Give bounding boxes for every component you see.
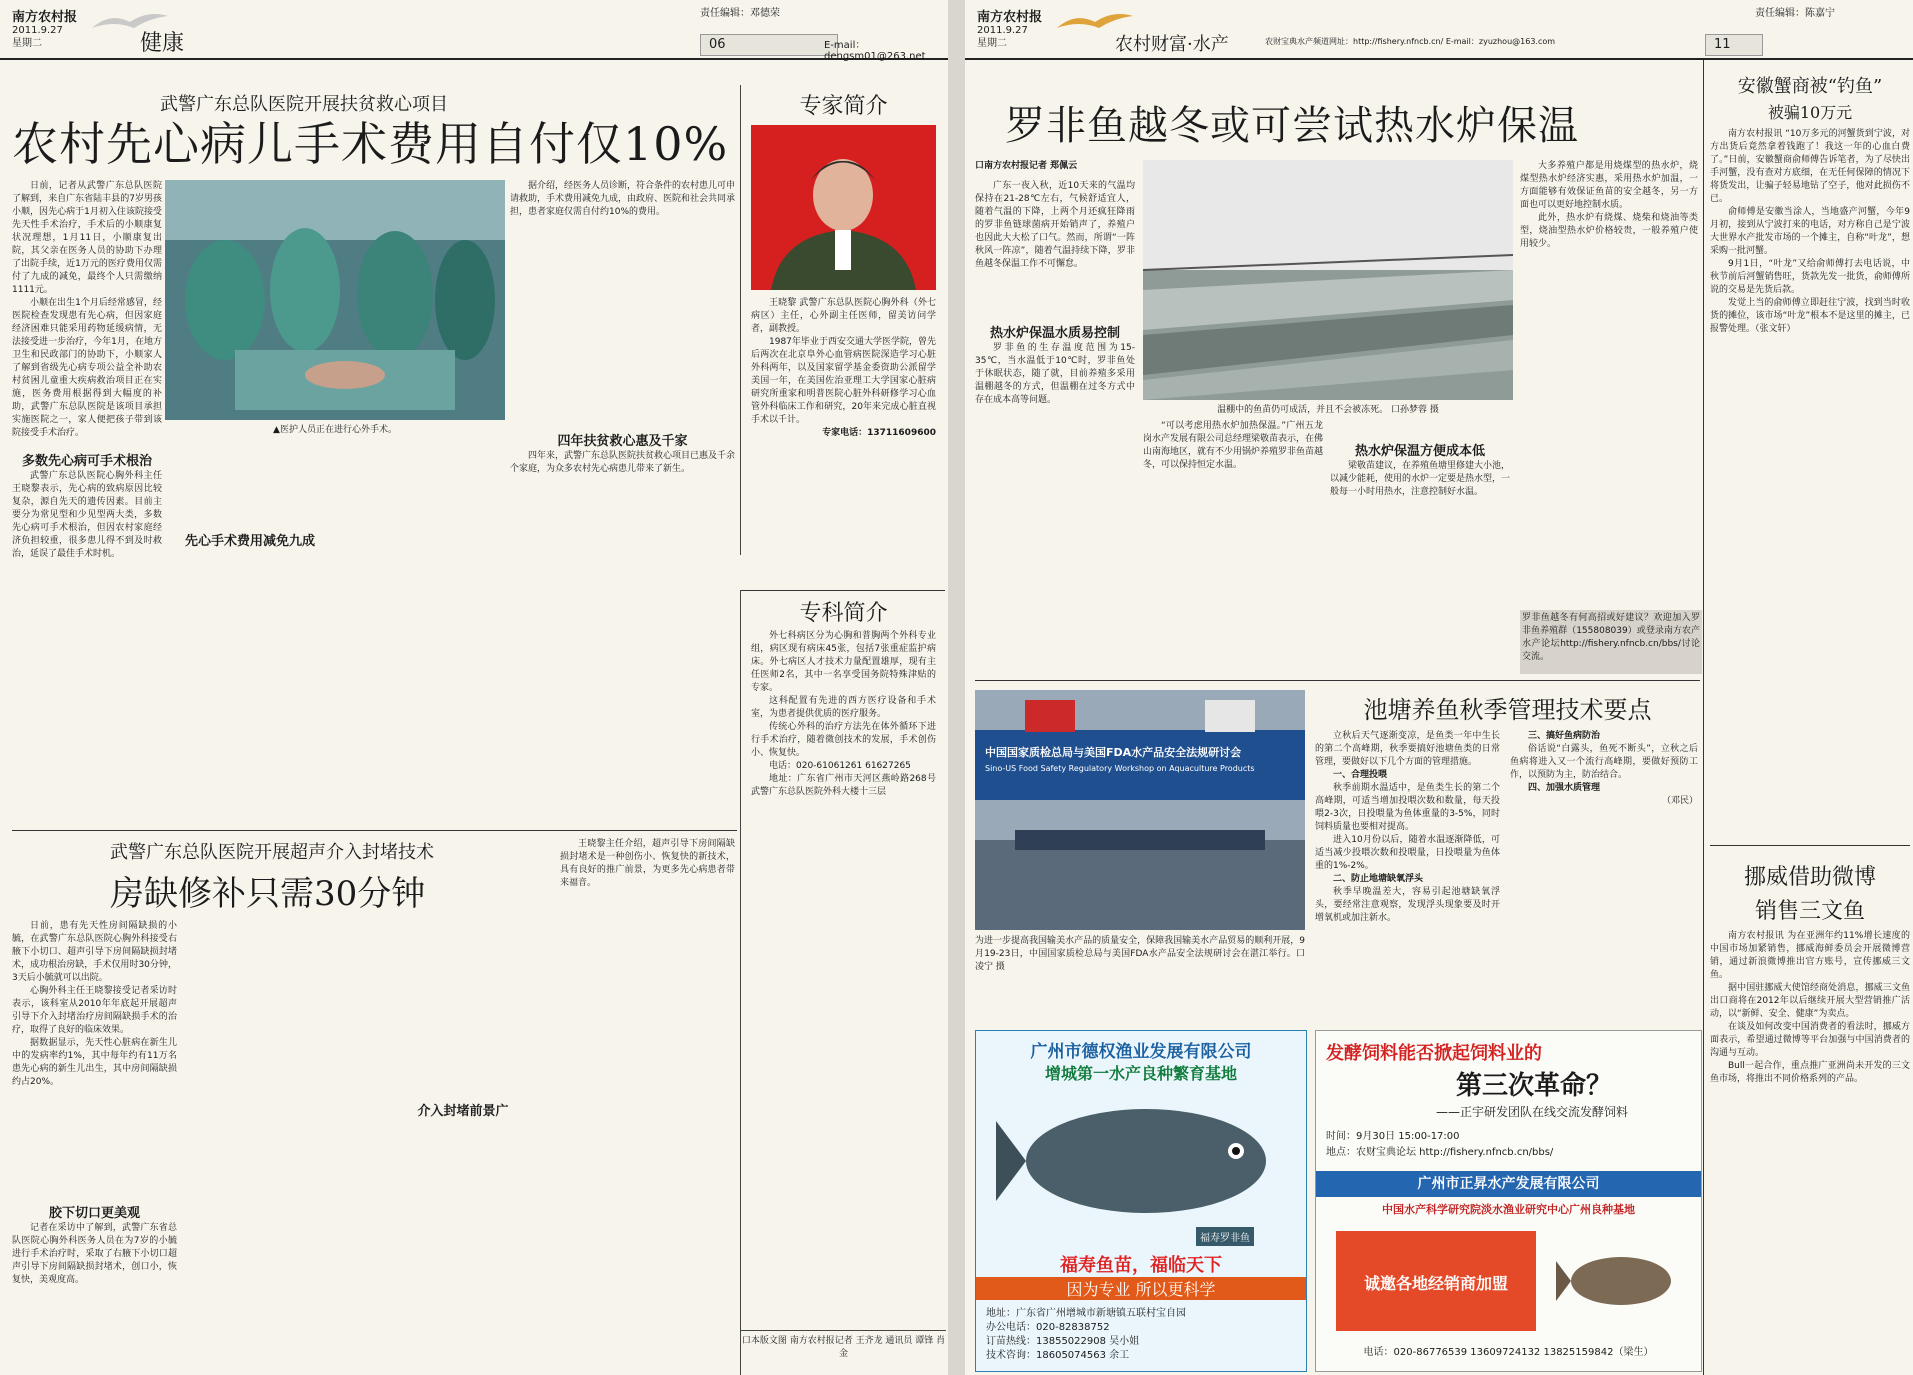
- fish-icon: [1556, 1241, 1686, 1321]
- ad2-promo: 诚邀各地经销商加盟: [1336, 1231, 1536, 1331]
- ad2-place: 地点：农财宝典论坛 http://fishery.nfncb.cn/bbs/: [1326, 1147, 1554, 1158]
- crab-article-title: 安徽蟹商被“钓鱼”: [1737, 76, 1883, 97]
- fish-discussion-box: 罗非鱼越冬有何高招或好建议？欢迎加入罗非鱼养殖群（155808039）或登录南方农产水产论坛http://fishery.nfncb.cn/bbs/讨论交流。: [1520, 610, 1702, 674]
- article2-column-1: 日前，患有先天性房间隔缺损的小毓，在武警广东总队医院心胸外科接受右腋下小切口、超声引导下房间隔缺损封堵术，成功根治房缺，手术仅用时30分钟，3天后小毓就可以出院。 心胸外科主任王晓黎接受记者采访时表示，该科室从2010年年底起开展超声引导下介入封堵治疗房间隔缺损手术的治疗，取得了良好的临床效果。 据数据显示，先天性心脏病在新生儿中的发病率约1%，其中每年约有11万名患先心病的新生儿出生，其中房间隔缺损约占20%。: [12, 921, 177, 1087]
- fish-subhead-1: 热水炉保温水质易控制: [989, 326, 1120, 341]
- ad2-tel: 电话：020-86776539 13609724132 13825159842（梁生）: [1363, 1347, 1654, 1358]
- ad1-contact: 地址：广东省广州增城市新塘镇五联村宝自园 办公电话：020-82838752 订苗热线：13855022908 吴小姐 技术咨询：18605074563 余工: [986, 1308, 1186, 1361]
- issue-date: 2011.9.27 星期二: [12, 25, 63, 49]
- expert-bio: 王晓黎 武警广东总队医院心胸外科（外七病区）主任，心外副主任医师，留美访问学者，副教授。 1987年毕业于西安交通大学医学院，曾先后两次在北京阜外心血管病医院深造学习心脏外科两年，以及国家留学基金委资助公派留学美国一年，在美国佐治亚理工大学国家心脏病研究所重家和明普医院心脏外科研修学习心血管外科临床工作和研究，20年来完成心脏直视手术以千计。 专家电话：13711609600: [751, 298, 936, 438]
- side-column-rule: [1703, 60, 1704, 1375]
- article2-title: 房缺修补只需30分钟: [110, 874, 426, 914]
- norway-article-title: 挪威借助微博: [1743, 865, 1876, 890]
- editor-email: E-mail：dengsm01@263.net: [824, 40, 926, 62]
- article1-column-3: [338, 440, 503, 820]
- ad2-sub: ——正宇研发团队在线交流发酵饲料: [1436, 1105, 1629, 1119]
- expert-box-title: 专家简介: [799, 94, 888, 119]
- right-newspaper-page: [965, 0, 1913, 1375]
- fish-subhead-2: 热水炉保温方便成本低: [1354, 444, 1485, 459]
- article2-column-2: [185, 920, 365, 1370]
- pond-column-1: 立秋后天气逐渐变凉，是鱼类一年中生长的第二个高峰期，秋季要搞好池塘鱼类的日常管理，要做好以下几个方面的管理措施。 一、合理投喂 秋季前期水温适中，是鱼类生长的第二个高峰期，可适当增加投喂次数和数量，每天投喂2-3次，日投喂量为鱼体重量的3-5%，同时饲料质量也要相对提高。 进入10月份以后，随着水温逐渐降低，可适当减少投喂次数和投喂量，日投喂量为鱼体重的1%-2%。 二、防止地塘缺氧浮头 秋季早晚温差大，容易引起池塘缺氧浮头，要经常注意观察，发现浮头现象要及时开增氧机或加注新水。: [1315, 731, 1500, 923]
- article1-pretitle: 武警广东总队医院开展扶贫救心项目: [160, 94, 448, 115]
- fish-greenhouse-photo: [1143, 160, 1513, 400]
- section-title: 健康: [140, 31, 185, 56]
- tilapia-fish-icon: [996, 1091, 1286, 1231]
- fish-column-2: “可以考虑用热水炉加热保温。”广州五龙岗水产发展有限公司总经理梁敬苗表示，在佛山南海地区，就有不少用锅炉养殖罗非鱼苗越冬，可以保持恒定水温。: [1143, 421, 1323, 470]
- article1-title: 农村先心病儿手术费用自付仅10%: [12, 117, 729, 171]
- ad1-banner: 福寿鱼苗，福临天下: [1060, 1255, 1222, 1276]
- fish-column-3: 梁敬苗建议，在养殖鱼塘里修建大小池，以减少能耗，使用的水炉一定要是热水型，一般每一小时用热水，注意控制好水温。: [1330, 461, 1510, 497]
- norway-article-subtitle: 销售三文鱼: [1754, 899, 1865, 924]
- article2-column-4: [560, 950, 735, 1370]
- article2-top-rule: [12, 830, 737, 831]
- side-column-divider: [1710, 845, 1910, 846]
- conference-photo-image: [975, 690, 1305, 930]
- mid-rule: [975, 680, 1700, 681]
- fish-article-lead: 广东一夜入秋，近10天来的气温均保持在21-28℃左右，气候舒适宜人，随着气温的下降，上两个月还疯狂降雨的罗非鱼链球菌病开始销声了，养殖户也因此大大松了口气。然而，所谓“一阵秋风一阵凉”，随着气温持续下降，罗非鱼越冬保温工作不可懈怠。: [975, 181, 1135, 269]
- page-gutter: [948, 0, 965, 1375]
- page-number: 11: [1705, 34, 1763, 56]
- specialty-address: 地址：广东省广州市天河区燕岭路268号武警广东总队医院外科大楼十三层: [751, 774, 936, 797]
- surgery-photo: [165, 180, 505, 420]
- article1-subhead-2: 先心手术费用减免九成: [184, 534, 315, 549]
- pond-column-2: 三、搞好鱼病防治 俗话说“白露头，鱼死不断头”，立秋之后鱼病将进入又一个流行高峰期，要做好预防工作，以预防为主，防治结合。 四、加强水质管理 （邓民）: [1510, 731, 1698, 806]
- specialty-box: [740, 590, 946, 1375]
- left-newspaper-page: [0, 0, 948, 1375]
- page-byline: 口本版文图 南方农村报记者 王齐龙 通讯员 谭锋 肖金: [741, 1330, 946, 1375]
- ad1-sub: 因为专业 所以更科学: [976, 1277, 1306, 1300]
- article2-column-1b: 记者在采访中了解到，武警广东省总队医院心胸外科医务人员在为7岁的小毓进行手术治疗时，采取了右腋下小切口超声引导下房间隔缺损封堵术，创口小，恢复快，美观度高。: [12, 1223, 177, 1285]
- expert-portrait-image: [751, 125, 936, 290]
- article2-pretitle: 武警广东总队医院开展超声介入封堵技术: [110, 842, 434, 863]
- article1-subhead-3: 四年扶贫救心惠及千家: [557, 434, 688, 449]
- surgery-photo-image: [165, 180, 505, 420]
- article2-column-top-right: 王晓黎主任介绍，超声引导下房间隔缺损封堵术是一种创伤小、恢复快的新技术，具有良好的推广前景，为更多先心病患者带来福音。: [560, 839, 735, 888]
- issue-date: 2011.9.27 星期二: [977, 25, 1028, 49]
- editor-name: 责任编辑：邓德荣: [700, 8, 780, 19]
- conference-banner-en: Sino-US Food Safety Regulatory Workshop on Aquaculture Products: [985, 764, 1255, 773]
- expert-box: [740, 85, 946, 555]
- section-title: 农村财富·水产: [1115, 34, 1229, 55]
- fish-farm-advertisement[interactable]: [975, 1030, 1307, 1372]
- left-masthead: [0, 0, 948, 60]
- ad1-tag: 福寿罗非鱼: [1196, 1227, 1254, 1246]
- conference-photo: [975, 690, 1305, 930]
- expert-phone: 专家电话：13711609600: [822, 428, 936, 438]
- fish-column-4: 大多养殖户都是用烧煤型的热水炉，烧煤型热水炉经济实惠，采用热水炉加温，一方面能够有效保证鱼苗的安全越冬，另一方面也可以更好地控制水质。 此外，热水炉有烧煤、烧柴和烧油等类型，烧油型热水炉价格较贵，一般养殖户使用较少。: [1520, 161, 1698, 249]
- pond-article-title: 池塘养鱼秋季管理技术要点: [1363, 696, 1652, 724]
- conference-caption: 为进一步提高我国输美水产品的质量安全，保障我国输美水产品贸易的顺利开展，9月19-23日，中国国家质检总局与美国FDA水产品安全法规研讨会在湛江举行。口凌宁 摄: [975, 936, 1305, 972]
- article2-subhead-2: 介入封堵前景广: [417, 1104, 509, 1119]
- conference-banner: 中国国家质检总局与美国FDA水产品安全法规研讨会: [985, 746, 1242, 759]
- ad2-title2: 第三次革命？: [1456, 1071, 1613, 1101]
- fish-article-byline: 口南方农村报记者 郑佩云: [975, 161, 1078, 171]
- newspaper-brand: 南方农村报: [977, 10, 1043, 25]
- expert-portrait: [751, 125, 936, 290]
- editor-name: 责任编辑：陈嘉宁: [1755, 8, 1835, 19]
- surgery-photo-caption: ▲医护人员正在进行心外手术。: [273, 425, 397, 435]
- ad1-company: 广州市德权渔业发展有限公司: [1030, 1042, 1252, 1062]
- article1-column-top-right: 据介绍，经医务人员诊断，符合条件的农村患儿可申请救助，手术费用减免九成，由政府、医院和社会共同承担，患者家庭仅需自付约10%的费用。: [510, 181, 735, 217]
- specialty-text: 外七科病区分为心胸和普胸两个外科专业组，病区现有病床45张，包括7张重症监护病床。外七病区人才技术力量配置雄厚，现有主任医师2名，其中一名享受国务院特殊津贴的专家。 这科配置有先进的西方医疗设备和手术室，为患者提供优质的医疗服务。 传统心外科的治疗方法先在体外循环下进行手术治疗，随着微创技术的发展，手术创伤小、恢复快。 电话：020-61061261 61627265 地址：广东省广州市天河区燕岭路268号武警广东总队医院外科大楼十三层: [751, 631, 936, 797]
- crab-article-text: 南方农村报讯 “10万多元的河蟹货到宁波，对方出货后竟然拿着钱跑了！我这一年的心血白费了。”日前，安徽蟹商俞师傅告诉笔者，为了尽快出手河蟹，没有查对方底细，在无任何保障的情况下将货发出，让骗子轻易地钻了空子，他对此损伤不已。 俞师傅是安徽当涂人，当地盛产河蟹，今年9月初，接到从宁波打来的电话，对方称自己是宁波大世界水产批发市场的一个摊主，自称“叶龙”，想采购一批河蟹。 9月1日，“叶龙”又给俞师傅打去电话说，中秋节前后河蟹销售旺，货款先发一批货，俞师傅所说的交易是先货后款。 发觉上当的俞师傅立即赶往宁波，找到当时收货的摊位，该市场“叶龙”根本不是这里的摊主，已报警处理。（张文轩）: [1710, 129, 1910, 334]
- fish-article-title: 罗非鱼越冬或可尝试热水炉保温: [1005, 103, 1579, 149]
- ad1-slogan: 增城第一水产良种繁育基地: [1044, 1064, 1237, 1083]
- norway-article-text: 南方农村报讯 为在亚洲年约11%增长速度的中国市场加紧销售，挪威海鲜委员会开展微博营销，通过新浪微博推出官方账号，宣传挪威三文鱼。 据中国驻挪威大使馆经商处消息，挪威三文鱼出口商将在2012年以后继续开展大型营销推广活动，以“新鲜、安全、健康”为卖点。 在谈及如何改变中国消费者的看法时，挪威方面表示，希望通过微博等平台加强与中国消费者的沟通与互动。 Bull一起合作，重点推广亚洲尚未开发的三文鱼市场，将推出不同价格系列的产品。: [1710, 931, 1910, 1084]
- ad2-org: 中国水产科学研究院淡水渔业研究中心广州良种基地: [1382, 1203, 1635, 1216]
- crab-article-subtitle: 被骗10万元: [1767, 103, 1853, 122]
- article1-column-2: [170, 440, 330, 820]
- ad2-title: 发酵饲料能否掀起饲料业的: [1326, 1043, 1542, 1064]
- newspaper-brand: 南方农村报: [12, 10, 78, 25]
- greenhouse-photo-image: [1143, 160, 1513, 400]
- fish-column-1: 罗非鱼的生存温度范围为15-35℃，当水温低于10℃时，罗非鱼处于休眠状态，随了就，目前养殖多采用温棚越冬的方式，但温棚在过冬方式中存在成本高等问题。: [975, 343, 1135, 405]
- article1-lead-column: 日前，记者从武警广东总队医院了解到，来自广东省陆丰县的7岁男孩小顺，因先心病于1月初入住该院接受先天性手术治疗，手术后的小顺康复状况理想，1月11日，小顺康复出院，其父亲在医务人员的协助下办理了出院手续，近1万元的医疗费用仅需付了九成的减免，最终个人只需缴纳1111元。 小顺在出生1个月后经常感冒，经医院检查发现患有先心病，但因家庭经济困难只能采用药物延缓病情，无法接受进一步治疗，今年1月，在地方卫生和民政部门的协助下，小顺家人了解到省级先心病专项公益全补助农村贫困儿童重大疾病救治项目正在实施，医务费用根据得到大幅度的补助，武警广东总队医院是该项目承担实施医院之一，家人便把孩子带到该院接受手术治疗。: [12, 181, 162, 438]
- article1-column-right: 四年来，武警广东总队医院扶贫救心项目已惠及千余个家庭，为众多农村先心病患儿带来了新生。: [510, 451, 735, 474]
- page-number: 06: [700, 34, 838, 56]
- article1-column-1: 武警广东总队医院心胸外科主任王晓黎表示，先心病的致病原因比较复杂，源自先天的遗传因素。目前主要分为常见型和少见型两大类，多数先心病可手术根治，但因农村家庭经济负担较重，很多患儿得不到及时救治，延误了最佳手术时机。: [12, 471, 162, 559]
- article1-subhead-1: 多数先心病可手术根治: [21, 454, 152, 469]
- specialty-box-title: 专科简介: [799, 601, 888, 626]
- specialty-phone: 电话：020-61061261 61627265: [769, 761, 911, 771]
- channel-info: 农财宝典水产频道网址：http://fishery.nfncb.cn/ E-mail：zyuzhou@163.com: [1265, 37, 1556, 46]
- feed-forum-advertisement[interactable]: [1315, 1030, 1702, 1372]
- ad2-time: 时间：9月30日 15:00-17:00: [1326, 1131, 1460, 1142]
- right-masthead: [965, 0, 1913, 60]
- article2-subhead-1: 胶下切口更美观: [48, 1206, 140, 1221]
- greenhouse-photo-caption: 温棚中的鱼苗仍可成活，并且不会被冻死。 口孙梦蓉 摄: [1217, 405, 1439, 415]
- ad2-company: 广州市正昇水产发展有限公司: [1316, 1171, 1701, 1197]
- article2-column-3: [373, 920, 553, 1370]
